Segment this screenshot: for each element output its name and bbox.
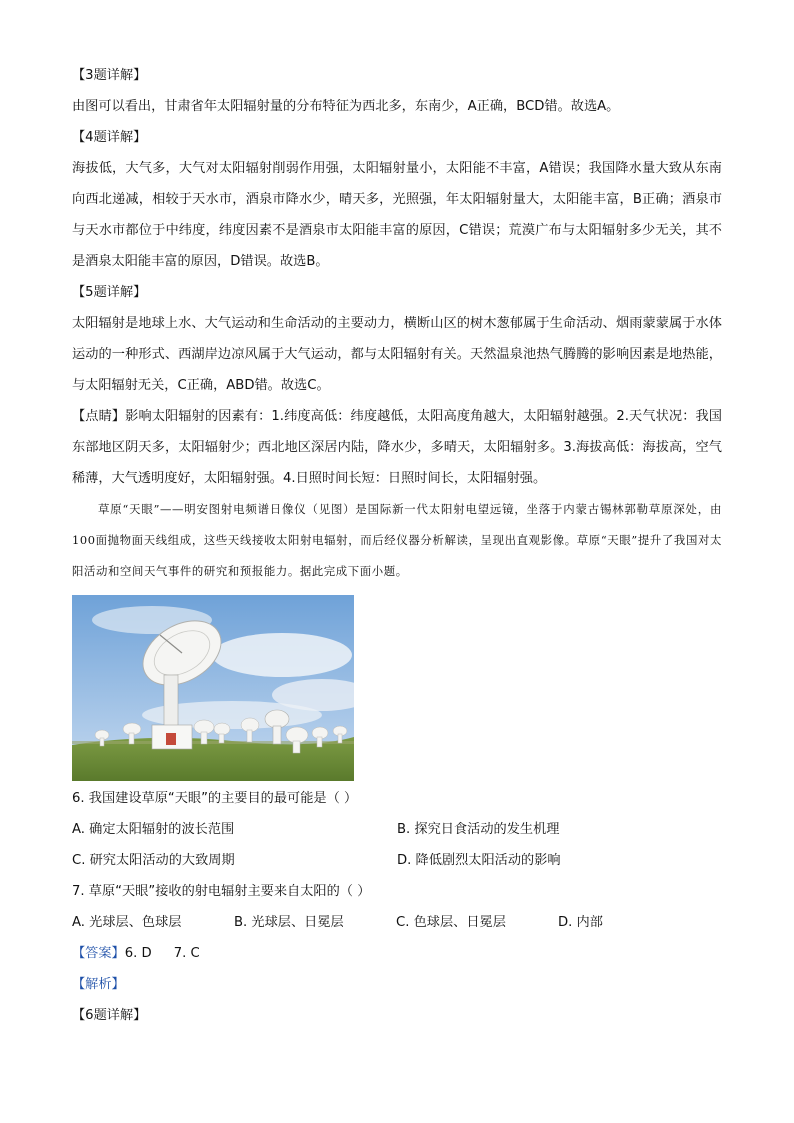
question-6-options-row-1 (72, 814, 722, 845)
question-7-option-b: B. 光球层、日冕层 (234, 915, 344, 930)
tip-paragraph: 【点睛】影响太阳辐射的因素有：1.纬度高低：纬度越低，太阳高度角越大，太阳辐射越强。2.天气状况：我国东部地区阴天多，太阳辐射少；西北地区深居内陆，降水少，多晴天，太阳辐射多。3.海拔高低：海拔高，空气稀薄，大气透明度好，太阳辐射强。4.日照时间长短：日照时间长，太阳辐射强。 (72, 409, 722, 486)
answer-label: 【答案】 (72, 946, 125, 961)
question-6-option-a: A. 确定太阳辐射的波长范围 (72, 822, 235, 837)
question-6-stem: 6. 我国建设草原“天眼”的主要目的最可能是（ ） (72, 791, 358, 806)
answer-6: 6. D (124, 946, 152, 961)
section-3-body: 由图可以看出，甘肃省年太阳辐射量的分布特征为西北多，东南少，A正确，BCD错。故选A。 (72, 99, 620, 114)
question-6-option-d: D. 降低剧烈太阳活动的影响 (397, 853, 561, 868)
section-4-header: 【4题详解】 (72, 130, 147, 145)
question-7-stem: 7. 草原“天眼”接收的射电辐射主要来自太阳的（ ） (72, 884, 371, 899)
section-5-header: 【5题详解】 (72, 285, 147, 300)
answer-7: 7. C (173, 946, 200, 961)
question-6-options-row-2 (72, 845, 722, 876)
section-3-header: 【3题详解】 (72, 68, 147, 83)
question-7-option-d: D. 内部 (558, 915, 603, 930)
section-6-header: 【6题详解】 (72, 1008, 147, 1023)
analysis-label: 【解析】 (72, 977, 125, 992)
question-7-option-a: A. 光球层、色球层 (72, 915, 182, 930)
section-4-body: 海拔低，大气多，大气对太阳辐射削弱作用强，太阳辐射量小，太阳能不丰富，A错误；我国降水量大致从东南向西北递减，相较于天水市，酒泉市降水少，晴天多，光照强，年太阳辐射量大，太阳能丰富，B正确；酒泉市与天水市都位于中纬度，纬度因素不是酒泉市太阳能丰富的原因，C错误；荒漠广布与太阳辐射多少无关，其不是酒泉太阳能丰富的原因，D错误。故选B。 (72, 161, 722, 269)
document-page (72, 60, 722, 1031)
radio-telescope-photo (72, 595, 354, 781)
answer-line (72, 938, 722, 969)
intro-paragraph: 草原“天眼”——明安图射电频谱日像仪（见图）是国际新一代太阳射电望远镜，坐落于内蒙古锡林郭勒草原深处，由100面抛物面天线组成，这些天线接收太阳射电辐射，而后经仪器分析解读，呈现出直观影像。草原“天眼”提升了我国对太阳活动和空间天气事件的研究和预报能力。据此完成下面小题。 (72, 502, 722, 578)
question-6-option-b: B. 探究日食活动的发生机理 (397, 822, 560, 837)
question-7-options-row (72, 907, 722, 938)
section-5-body: 太阳辐射是地球上水、大气运动和生命活动的主要动力，横断山区的树木葱郁属于生命活动、烟雨蒙蒙属于水体运动的一种形式、西湖岸边凉风属于大气运动，都与太阳辐射有关。天然温泉池热气腾腾的影响因素是地热能，与太阳辐射无关，C正确，ABD错。故选C。 (72, 316, 722, 393)
question-7-option-c: C. 色球层、日冕层 (396, 915, 506, 930)
question-6-option-c: C. 研究太阳活动的大致周期 (72, 853, 235, 868)
